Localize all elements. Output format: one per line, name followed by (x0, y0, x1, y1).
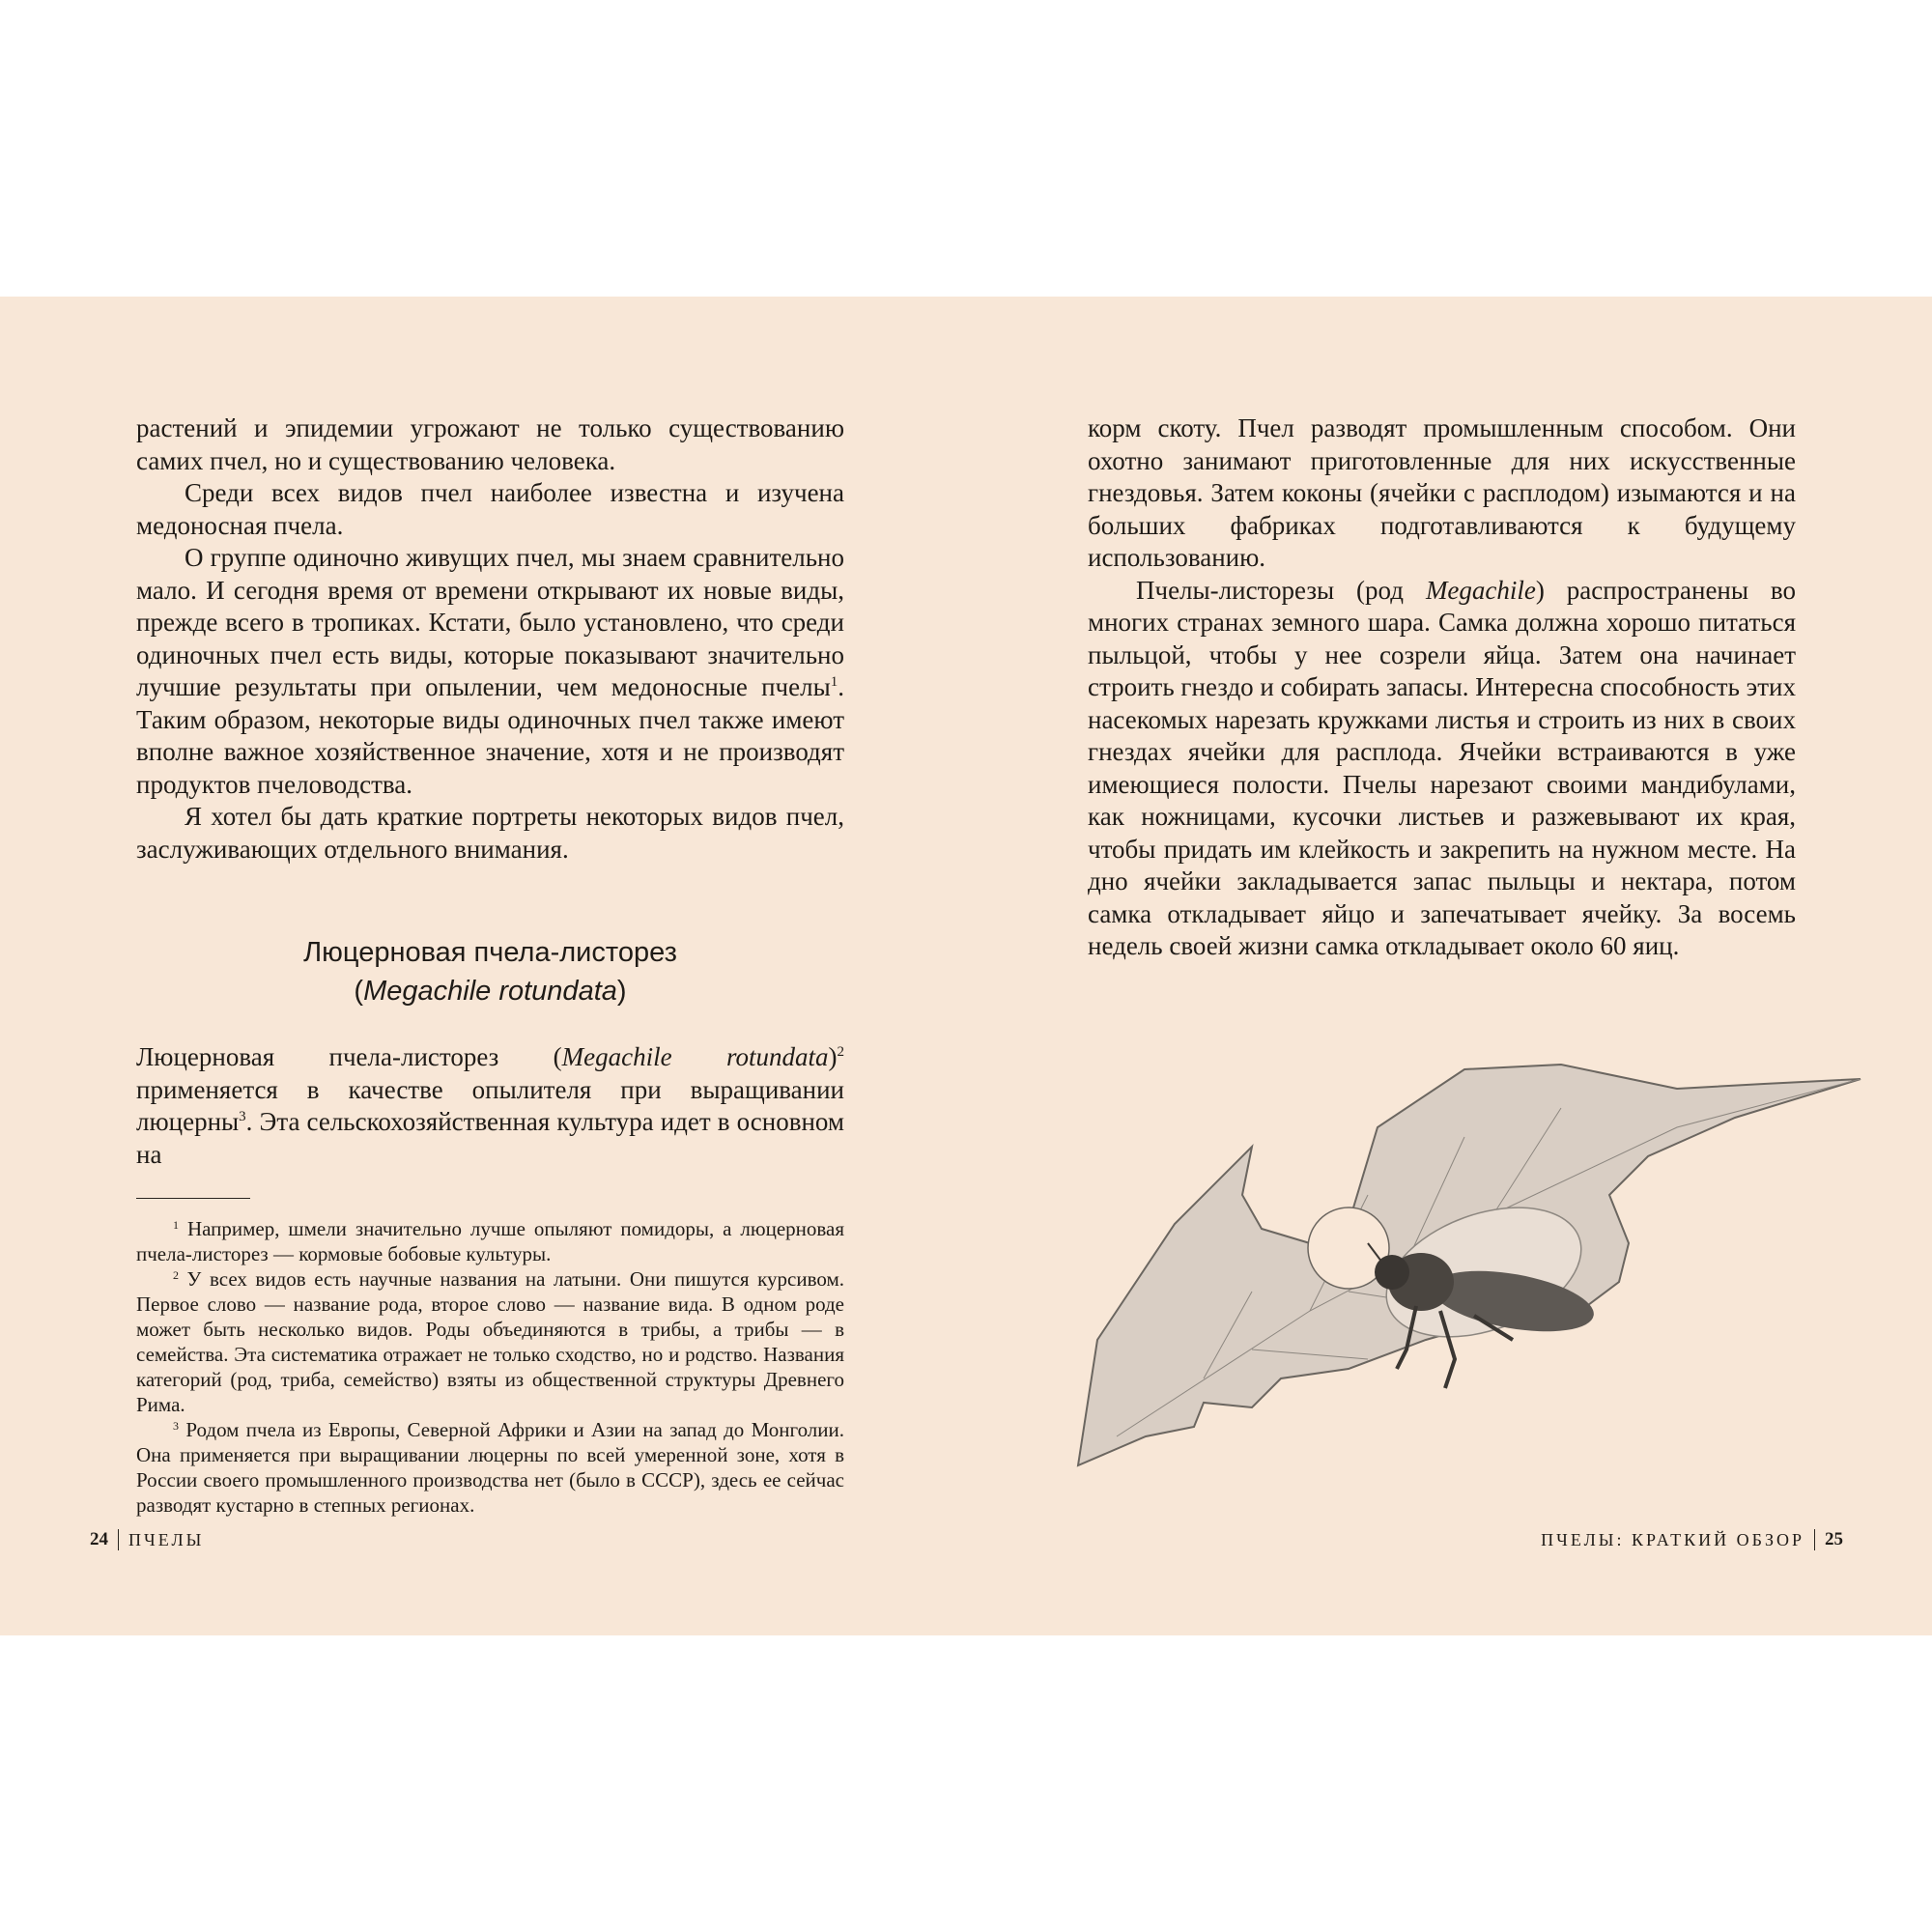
footnote-mark: 3 (173, 1419, 179, 1433)
heading-paren-close: ) (616, 976, 627, 1007)
paragraph (136, 1041, 844, 1171)
paragraph-text: Люцерновая пчела-листорез ( (136, 1042, 562, 1071)
paragraph-text: . Таким образом, некоторые виды одиночных пчел также имеют вполне важное хозяйственное значение, хотя и не производят продуктов пчеловодства. (136, 672, 844, 799)
paragraph: Я хотел бы дать краткие портреты некоторых видов пчел, заслуживающих отдельного внимания. (136, 802, 844, 864)
heading-paren-open: ( (354, 976, 364, 1007)
paragraph-text: применяется в качестве опылителя при выращивании люцерны (136, 1074, 844, 1136)
footnote-text: Родом пчела из Европы, Северной Африки и Азии на запад до Монголии. Она применяется при выращивании люцерны по всей умеренной зоне, хотя в России своего промышленного производства нет (было в СССР), здесь ее сейчас разводят кустарно в степных регионах. (136, 1418, 845, 1517)
paragraph-text: О группе одиночно живущих пчел, мы знаем сравнительно мало. И сегодня время от времени открывают их новые виды, прежде всего в тропиках. Кстати, было установлено, что среди одиночных пчел есть виды, которые показывают значительно лучшие результаты при опылении, чем медоносные пчелы (136, 543, 844, 701)
footnote-mark: 1 (173, 1218, 179, 1232)
leafcutter-bee-sketch (1059, 1050, 1870, 1475)
footer-divider (1814, 1529, 1815, 1550)
paragraph: корм скоту. Пчел разводят промышленным способом. Они охотно занимают приготовленные для них искусственные гнездовья. Затем коконы (ячейки с расплодом) изымаются и на больших фабриках подготавливаются к будущему использованию. (1088, 413, 1796, 572)
right-page (966, 297, 1932, 1635)
paragraph-text: ) (828, 1042, 838, 1071)
footnote-ref: 1 (830, 674, 838, 690)
paragraph-text: ) распространены во многих странах земного шара. Самка должна хорошо питаться пыльцой, чтобы у нее созрели яйца. Затем она начинает строить гнездо и собирать запасы. Интересна способность этих насекомых нарезать кружками листья и строить из них в своих гнездах ячейки для расплода. Ячейки встраиваются в уже имеющиеся полости. Пчелы нарезают своими мандибулами, как ножницами, кусочки листьев и разжевывают их края, чтобы придать им клейкость и закрепить на нужном месте. На дно ячейки закладывается запас пыльцы и нектара, потом самка откладывает яйцо и запечатывает ячейку. За восемь недель своей жизни самка откладывает около 60 яиц. (1088, 575, 1796, 960)
left-page-footer (90, 1529, 204, 1550)
paragraph-text: . Эта сельскохозяйственная культура идет в основном на (136, 1107, 844, 1169)
footnote-text: Например, шмели значительно лучше опыляют помидоры, а люцерновая пчела-листорез — кормовые бобовые культуры. (136, 1217, 845, 1265)
paragraph: Среди всех видов пчел наиболее известна и изучена медоносная пчела. (136, 478, 844, 540)
footnote (136, 1216, 844, 1266)
right-text-column (1088, 412, 1796, 963)
paragraph (1088, 575, 1796, 963)
footnote (136, 1417, 844, 1518)
running-head: ПЧЕЛЫ: КРАТКИЙ ОБЗОР (1541, 1529, 1804, 1549)
paragraph-text: Пчелы-листорезы (род (1136, 575, 1426, 605)
footnote-mark: 2 (173, 1268, 179, 1282)
footnote-ref: 2 (837, 1044, 844, 1060)
footnote-divider (136, 1198, 250, 1199)
section-heading (136, 933, 844, 1010)
footer-divider (118, 1529, 119, 1550)
right-page-footer (1541, 1529, 1843, 1550)
book-spread (0, 297, 1932, 1635)
left-text-column (136, 412, 844, 1518)
latin-name: Megachile (1425, 575, 1536, 605)
footnote-ref: 3 (239, 1109, 246, 1124)
footnote (136, 1266, 844, 1417)
running-head: ПЧЕЛЫ (128, 1529, 205, 1549)
heading-latin-name: Megachile rotundata (363, 976, 617, 1007)
paragraph: растений и эпидемии угрожают не только существованию самих пчел, но и существованию человека. (136, 413, 844, 475)
heading-title: Люцерновая пчела-листорез (303, 937, 677, 968)
left-page (0, 297, 966, 1635)
page-number: 25 (1825, 1529, 1843, 1549)
latin-name: Megachile rotundata (561, 1042, 829, 1071)
paragraph (136, 542, 844, 801)
footnote-text: У всех видов есть научные названия на латыни. Они пишутся курсивом. Первое слово — название рода, второе слово — название вида. В одном роде может быть несколько видов. Роды объединяются в трибы, а трибы — в семейства. Эта систематика отражает не только сходство, но и родство. Названия категорий (род, триба, семейство) взяты из общественной структуры Древнего Рима. (136, 1267, 844, 1416)
page-number: 24 (90, 1529, 108, 1549)
